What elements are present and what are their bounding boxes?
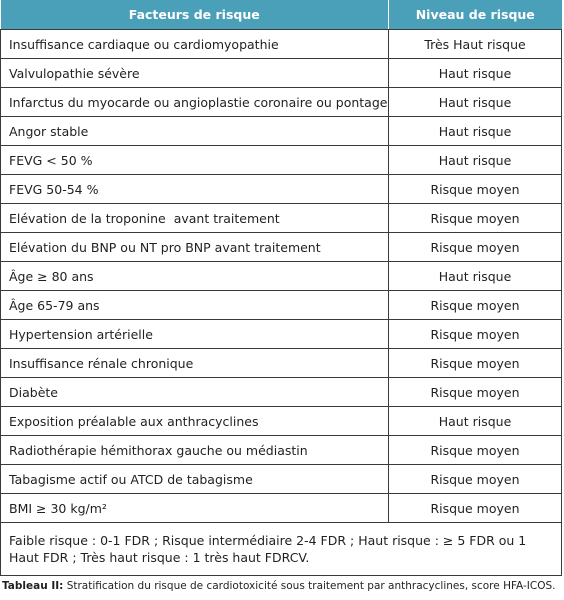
risk-factor-cell: Insuffisance rénale chronique bbox=[1, 349, 389, 378]
risk-level-cell: Haut risque bbox=[389, 146, 562, 175]
risk-factor-cell: Infarctus du myocarde ou angioplastie coronaire ou pontage bbox=[1, 88, 389, 117]
header-risk-factors: Facteurs de risque bbox=[1, 0, 389, 30]
risk-level-cell: Haut risque bbox=[389, 59, 562, 88]
table-row bbox=[1, 407, 562, 436]
risk-level-cell: Haut risque bbox=[389, 262, 562, 291]
table-caption bbox=[2, 580, 555, 592]
table-row bbox=[1, 233, 562, 262]
risk-level-cell: Très Haut risque bbox=[389, 30, 562, 59]
risk-factor-cell: Elévation de la troponine avant traitement bbox=[1, 204, 389, 233]
risk-level-cell: Risque moyen bbox=[389, 233, 562, 262]
risk-level-cell: Risque moyen bbox=[389, 378, 562, 407]
risk-level-cell: Risque moyen bbox=[389, 204, 562, 233]
table-row bbox=[1, 175, 562, 204]
risk-factor-cell: Elévation du BNP ou NT pro BNP avant traitement bbox=[1, 233, 389, 262]
risk-level-cell: Risque moyen bbox=[389, 320, 562, 349]
risk-factor-cell: Tabagisme actif ou ATCD de tabagisme bbox=[1, 465, 389, 494]
table-footnote-row bbox=[1, 523, 562, 576]
risk-level-cell: Risque moyen bbox=[389, 349, 562, 378]
table-row bbox=[1, 378, 562, 407]
risk-level-cell: Risque moyen bbox=[389, 494, 562, 523]
caption-text: Stratification du risque de cardiotoxicité sous traitement par anthracyclines, score HFA-ICOS. bbox=[63, 580, 556, 592]
table-row bbox=[1, 436, 562, 465]
table-row bbox=[1, 349, 562, 378]
risk-factor-cell: Insuffisance cardiaque ou cardiomyopathie bbox=[1, 30, 389, 59]
risk-factor-cell: Âge ≥ 80 ans bbox=[1, 262, 389, 291]
risk-threshold-footnote: Faible risque : 0-1 FDR ; Risque intermédiaire 2-4 FDR ; Haut risque : ≥ 5 FDR ou 1 Haut FDR ; Très haut risque : 1 très haut FDRCV. bbox=[1, 523, 562, 576]
risk-factor-cell: Angor stable bbox=[1, 117, 389, 146]
risk-level-cell: Haut risque bbox=[389, 407, 562, 436]
risk-level-cell: Risque moyen bbox=[389, 291, 562, 320]
table-row bbox=[1, 117, 562, 146]
table-row bbox=[1, 465, 562, 494]
risk-factor-cell: FEVG 50-54 % bbox=[1, 175, 389, 204]
risk-factor-cell: Hypertension artérielle bbox=[1, 320, 389, 349]
risk-factor-cell: FEVG < 50 % bbox=[1, 146, 389, 175]
table-row bbox=[1, 204, 562, 233]
table-row bbox=[1, 59, 562, 88]
caption-label: Tableau II: bbox=[2, 580, 64, 592]
risk-factor-cell: Exposition préalable aux anthracyclines bbox=[1, 407, 389, 436]
table-row bbox=[1, 320, 562, 349]
risk-factor-cell: BMI ≥ 30 kg/m² bbox=[1, 494, 389, 523]
risk-factor-cell: Radiothérapie hémithorax gauche ou médiastin bbox=[1, 436, 389, 465]
table-row bbox=[1, 88, 562, 117]
table-header-row bbox=[1, 0, 562, 30]
risk-level-cell: Haut risque bbox=[389, 88, 562, 117]
header-risk-level: Niveau de risque bbox=[389, 0, 562, 30]
risk-level-cell: Risque moyen bbox=[389, 436, 562, 465]
table-row bbox=[1, 291, 562, 320]
table-row bbox=[1, 494, 562, 523]
risk-factor-cell: Diabète bbox=[1, 378, 389, 407]
risk-level-cell: Haut risque bbox=[389, 117, 562, 146]
risk-level-cell: Risque moyen bbox=[389, 465, 562, 494]
risk-level-cell: Risque moyen bbox=[389, 175, 562, 204]
risk-factor-cell: Âge 65-79 ans bbox=[1, 291, 389, 320]
table-row bbox=[1, 30, 562, 59]
risk-factor-cell: Valvulopathie sévère bbox=[1, 59, 389, 88]
table-row bbox=[1, 262, 562, 291]
table-row bbox=[1, 146, 562, 175]
